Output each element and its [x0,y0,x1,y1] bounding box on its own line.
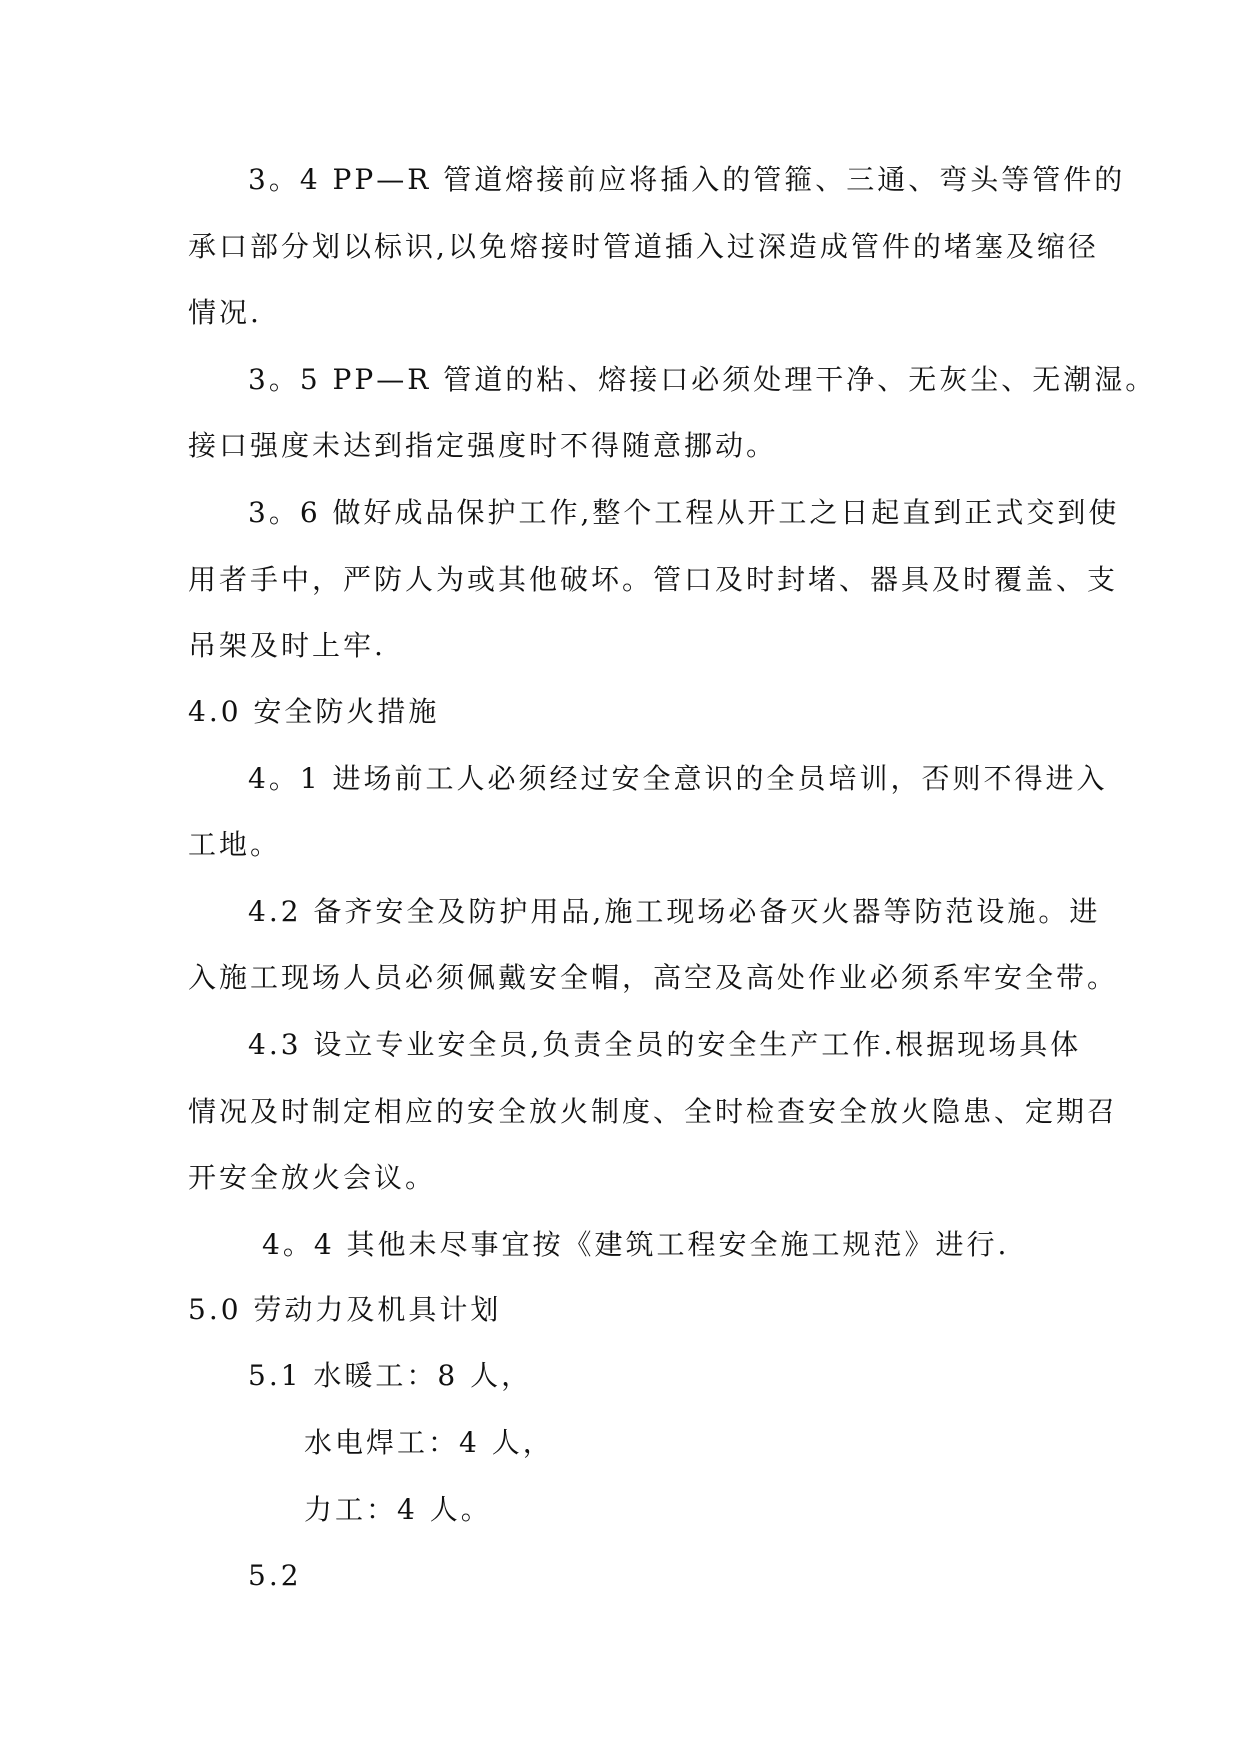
section-heading: 5.0 劳动力及机具计划 [188,1293,502,1326]
text-line: 用者手中，严防人为或其他破坏。管口及时封堵、器具及时覆盖、支 [188,563,1119,596]
text-line: 3。4 PP—R 管道熔接前应将插入的管箍、三通、弯头等管件的 [248,163,1126,196]
text-line: 水电焊工：4 人， [304,1426,554,1459]
text-line: 3。5 PP—R 管道的粘、熔接口必须处理干净、无灰尘、无潮湿。 [248,363,1157,396]
text-line: 接口强度未达到指定强度时不得随意挪动。 [188,429,778,462]
text-line: 力工：4 人。 [304,1493,492,1526]
text-line: 情况. [188,296,262,329]
text-line: 4.2 备齐安全及防护用品,施工现场必备灭火器等防范设施。进 [248,895,1101,928]
text-line: 3。6 做好成品保护工作,整个工程从开工之日起直到正式交到使 [248,496,1120,529]
text-line: 承口部分划以标识,以免熔接时管道插入过深造成管件的堵塞及缩径 [188,230,1099,263]
text-line: 工地。 [188,828,282,861]
text-line: 入施工现场人员必须佩戴安全帽，高空及高处作业必须系牢安全带。 [188,961,1119,994]
text-line: 5.1 水暖工：8 人， [248,1359,533,1392]
text-line: 4.3 设立专业安全员,负责全员的安全生产工作.根据现场具体 [248,1028,1082,1061]
text-line: 吊架及时上牢. [188,629,386,662]
text-line: 5.2 [248,1559,302,1592]
text-line: 4。4 其他未尽事宜按《建筑工程安全施工规范》进行. [262,1228,1010,1261]
text-line: 4。1 进场前工人必须经过安全意识的全员培训，否则不得进入 [248,762,1108,795]
text-line: 情况及时制定相应的安全放火制度、全时检查安全放火隐患、定期召 [188,1095,1119,1128]
section-heading: 4.0 安全防火措施 [188,695,440,728]
text-line: 开安全放火会议。 [188,1161,437,1194]
